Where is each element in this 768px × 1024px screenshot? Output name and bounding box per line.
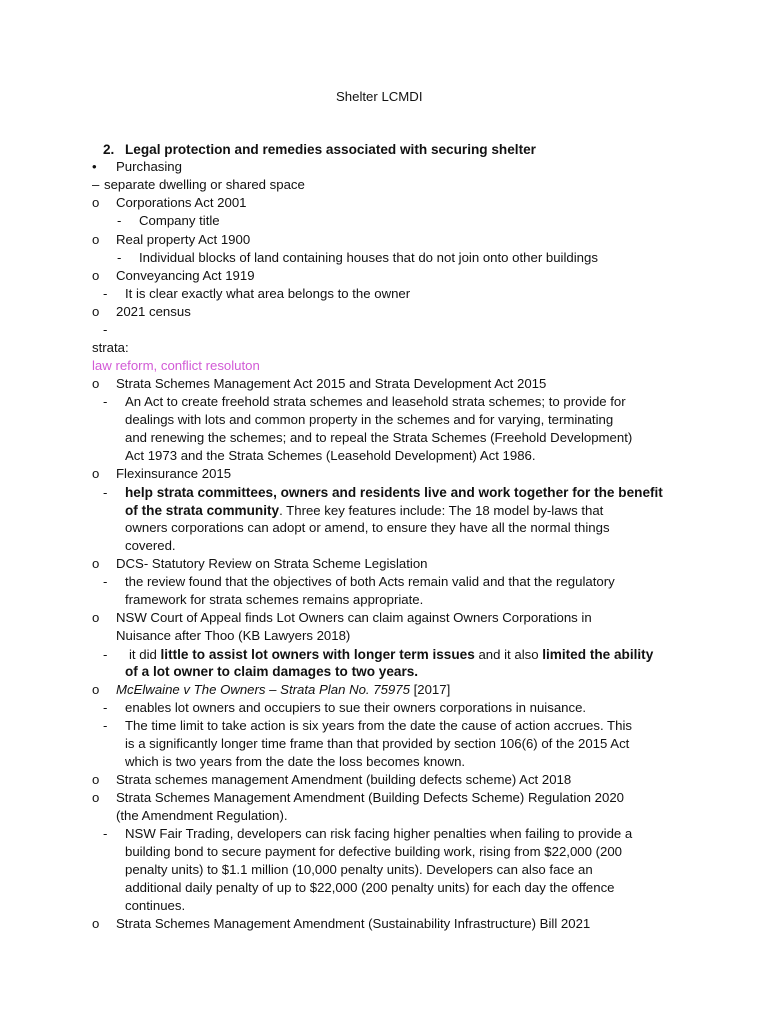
list-item: Flexinsurance 2015 — [116, 466, 232, 481]
paragraph-line: covered. — [125, 538, 176, 553]
text-run: it did — [129, 647, 161, 662]
dash-marker: - — [103, 394, 108, 409]
dash-marker: - — [103, 826, 108, 841]
document-title: Shelter LCMDI — [336, 89, 423, 104]
paragraph-line: which is two years from the date the loss becomes known. — [125, 754, 466, 769]
o-marker: o — [92, 232, 100, 247]
dash-marker: - — [117, 213, 122, 228]
paragraph-line: framework for strata schemes remains appropriate. — [125, 592, 424, 607]
paragraph-line: help strata committees, owners and residents live and work together for the benefit — [125, 485, 663, 500]
list-item: Corporations Act 2001 — [116, 195, 247, 210]
bullet-marker: • — [92, 159, 97, 174]
paragraph-line: NSW Court of Appeal finds Lot Owners can claim against Owners Corporations in — [116, 610, 592, 625]
dash-marker: - — [103, 322, 108, 337]
paragraph-line: Act 1973 and the Strata Schemes (Leasehold Development) Act 1986. — [125, 448, 536, 463]
list-item: Real property Act 1900 — [116, 232, 251, 247]
dash-marker: - — [103, 718, 108, 733]
list-item: Conveyancing Act 1919 — [116, 268, 255, 283]
paragraph-line — [125, 502, 603, 520]
list-item: Company title — [139, 213, 220, 228]
list-item: Strata Schemes Management Act 2015 and Strata Development Act 2015 — [116, 376, 547, 391]
paragraph-line: is a significantly longer time frame than that provided by section 106(6) of the 2015 Act — [125, 736, 630, 751]
paragraph-line: The time limit to take action is six years from the date the cause of action accrues. This — [125, 718, 632, 733]
paragraph-line: dealings with lots and common property in the schemes and for varying, terminating — [125, 412, 614, 427]
paragraph-line: An Act to create freehold strata schemes and leasehold strata schemes; to provide for — [125, 394, 626, 409]
paragraph-line: Strata Schemes Management Amendment (Building Defects Scheme) Regulation 2020 — [116, 790, 624, 805]
paragraph-line: of a lot owner to claim damages to two years. — [125, 664, 419, 679]
list-item: Purchasing — [116, 159, 182, 174]
list-item: Individual blocks of land containing houses that do not join onto other buildings — [139, 250, 598, 265]
list-item: DCS- Statutory Review on Strata Scheme Legislation — [116, 556, 428, 571]
paragraph-line: additional daily penalty of up to $22,000 (200 penalty units) for each day the offence — [125, 880, 615, 895]
dash-marker: - — [103, 286, 108, 301]
paragraph-line: the review found that the objectives of both Acts remain valid and that the regulatory — [125, 574, 615, 589]
dash-marker: - — [103, 574, 108, 589]
paragraph-line: and renewing the schemes; and to repeal the Strata Schemes (Freehold Development) — [125, 430, 633, 445]
o-marker: o — [92, 610, 100, 625]
paragraph-line: (the Amendment Regulation). — [116, 808, 288, 823]
o-marker: o — [92, 790, 100, 805]
text-run: [2017] — [409, 682, 451, 697]
o-marker: o — [92, 268, 100, 283]
section-heading: Legal protection and remedies associated with securing shelter — [125, 142, 536, 157]
list-item: Strata schemes management Amendment (building defects scheme) Act 2018 — [116, 772, 572, 787]
o-marker: o — [92, 556, 100, 571]
note-text: law reform, conflict resoluton — [92, 358, 260, 373]
paragraph-line: continues. — [125, 898, 186, 913]
section-number: 2. — [103, 142, 115, 157]
strata-label: strata: — [92, 340, 129, 355]
paragraph-line — [129, 646, 653, 664]
o-marker: o — [92, 466, 100, 481]
list-item — [116, 681, 450, 699]
dash-marker: - — [103, 485, 108, 500]
dash-marker: – — [92, 177, 100, 192]
o-marker: o — [92, 195, 100, 210]
list-item: It is clear exactly what area belongs to the owner — [125, 286, 411, 301]
list-item: Strata Schemes Management Amendment (Sustainability Infrastructure) Bill 2021 — [116, 916, 591, 931]
bold-text: of the strata community — [125, 503, 280, 518]
paragraph-line: enables lot owners and occupiers to sue their owners corporations in nuisance. — [125, 700, 587, 715]
bold-text: little to assist lot owners with longer term issues — [160, 647, 475, 662]
paragraph-line: Nuisance after Thoo (KB Lawyers 2018) — [116, 628, 351, 643]
dash-marker: - — [103, 647, 108, 662]
text-run: . Three key features include: The 18 model by-laws that — [279, 503, 604, 518]
o-marker: o — [92, 916, 100, 931]
case-name: McElwaine v The Owners – Strata Plan No. 75975 — [116, 682, 410, 697]
paragraph-line: NSW Fair Trading, developers can risk facing higher penalties when failing to provide a — [125, 826, 633, 841]
text-run: and it also — [474, 647, 543, 662]
dash-marker: - — [117, 250, 122, 265]
o-marker: o — [92, 772, 100, 787]
list-item: separate dwelling or shared space — [104, 177, 305, 192]
paragraph-line: penalty units) to $1.1 million (10,000 penalty units). Developers can also face an — [125, 862, 593, 877]
paragraph-line: building bond to secure payment for defective building work, rising from $22,000 (200 — [125, 844, 623, 859]
bold-text: limited the ability — [542, 647, 654, 662]
o-marker: o — [92, 304, 100, 319]
o-marker: o — [92, 376, 100, 391]
list-item: 2021 census — [116, 304, 191, 319]
dash-marker: - — [103, 700, 108, 715]
paragraph-line: owners corporations can adopt or amend, to ensure they have all the normal things — [125, 520, 610, 535]
o-marker: o — [92, 682, 100, 697]
